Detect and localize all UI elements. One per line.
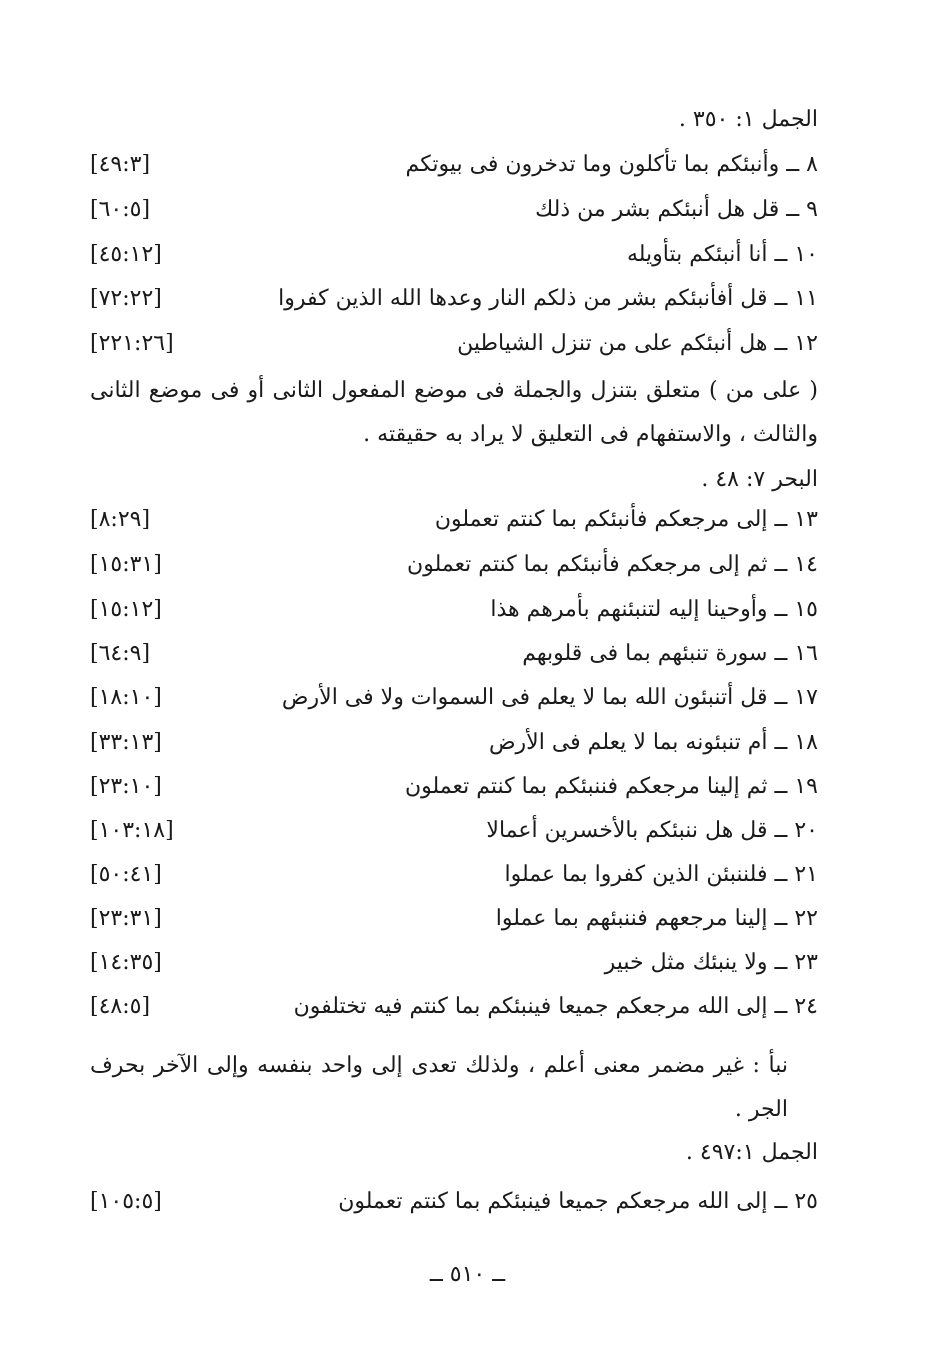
source-citation: الجمل ١: ٣٥٠ . [678,107,818,132]
verse-line [90,143,818,187]
verse-line [90,985,818,1029]
verse-line [90,498,818,542]
verse-line [90,721,818,765]
verse-number: ٢٥ [794,1189,818,1214]
verse-line [90,676,818,720]
verse-text [496,897,818,941]
verse-line [90,233,818,277]
verse-line [90,941,818,985]
verse-text [294,985,818,1029]
verse-body: ثم إلينا مرجعكم فننبئكم بما كنتم تعملون [404,774,768,799]
verse-text [405,765,818,809]
verse-text [535,188,818,232]
verse-dash: ــ [774,730,788,755]
verse-text [406,143,818,187]
verse-body: قل هل ننبئكم بالأخسرين أعمالا [486,818,768,843]
verse-dash: ــ [774,906,788,931]
verse-dash: ــ [774,552,788,577]
verse-line [90,632,818,676]
verse-text [338,1180,818,1224]
verse-body: فلننبئن الذين كفروا بما عملوا [504,862,768,887]
verse-number: ٢٠ [794,818,818,843]
verse-dash: ــ [774,862,788,887]
verse-text [486,809,818,853]
verse-number: ٨ [806,152,818,177]
verse-body: وأنبئكم بما تأكلون وما تدخرون فى بيوتكم [405,152,780,177]
verse-body: إلى الله مرجعكم جميعا فينبئكم بما كنتم فيه تختلفون [293,994,768,1019]
verse-body: وأوحينا إليه لتنبئنهم بأمرهم هذا [490,597,768,622]
verse-number: ١٠ [794,242,818,267]
verse-number: ١٥ [794,597,818,622]
verse-text [407,543,818,587]
verse-body: إلينا مرجعهم فننبئهم بما عملوا [495,906,768,931]
verse-reference: [٢٣:١٠] [90,774,162,799]
verse-body: إلى الله مرجعكم جميعا فينبئكم بما كنتم تعملون [338,1189,768,1214]
verse-line [90,765,818,809]
verse-reference: [٤٩:٣] [90,152,151,177]
verse-dash: ــ [774,242,788,267]
verse-dash: ــ [774,685,788,710]
verse-number: ٢٢ [794,906,818,931]
verse-body: سورة تنبئهم بما فى قلوبهم [522,641,768,666]
verse-reference: [١٠٣:١٨] [90,818,174,843]
verse-reference: [١٥:٣١] [90,552,162,577]
verse-body: أم تنبئونه بما لا يعلم فى الأرض [488,730,768,755]
verse-number: ٢٣ [794,950,818,975]
verse-body: ثم إلى مرجعكم فأنبئكم بما كنتم تعملون [407,552,768,577]
verse-reference: [١٠٥:٥] [90,1189,162,1214]
verse-reference: [٥٠:٤١] [90,862,162,887]
verse-body: ولا ينبئك مثل خبير [604,950,768,975]
verse-reference: [٧٢:٢٢] [90,286,162,311]
verse-number: ٩ [806,197,818,222]
verse-reference: [٦٤:٩] [90,641,151,666]
verse-reference: [٨:٢٩] [90,507,151,532]
source-citation: البحر ٧: ٤٨ . [701,467,818,492]
verse-number: ١٨ [794,730,818,755]
verse-reference: [٦٠:٥] [90,197,151,222]
verse-dash: ــ [774,1189,788,1214]
verse-dash: ــ [786,152,800,177]
verse-text [522,632,818,676]
verse-line [90,543,818,587]
verse-number: ٢٤ [794,994,818,1019]
verse-dash: ــ [774,818,788,843]
verse-dash: ــ [774,641,788,666]
verse-dash: ــ [774,331,788,356]
verse-line [90,277,818,321]
verse-line [90,588,818,632]
verse-reference: [١٤:٣٥] [90,950,162,975]
verse-line [90,322,818,366]
verse-line [90,897,818,941]
verse-body: إلى مرجعكم فأنبئكم بما كنتم تعملون [434,507,768,532]
verse-text [605,941,818,985]
verse-reference: [٣٣:١٣] [90,730,162,755]
verse-number: ١٩ [794,774,818,799]
verse-dash: ــ [774,950,788,975]
verse-text [489,721,818,765]
verse-text [505,853,818,897]
verse-dash: ــ [774,286,788,311]
verse-text [490,588,818,632]
verse-body: هل أنبئكم على من تنزل الشياطين [457,331,768,356]
verse-reference: [٢٢١:٢٦] [90,331,174,356]
verse-dash: ــ [774,597,788,622]
verse-reference: [١٨:١٠] [90,685,162,710]
verse-number: ٢١ [794,862,818,887]
verse-reference: [١٥:١٢] [90,597,162,622]
verse-body: أنا أنبئكم بتأويله [626,242,768,267]
verse-line [90,188,818,232]
verse-body: قل أفأنبئكم بشر من ذلكم النار وعدها الله الذين كفروا [278,286,768,311]
verse-dash: ــ [774,994,788,1019]
verse-line [90,853,818,897]
verse-number: ١٤ [794,552,818,577]
verse-number: ١٦ [794,641,818,666]
note-paragraph: نبأ : غير مضمر معنى أعلم ، ولذلك تعدى إلى واحد بنفسه وإلى الآخر بحرف الجر . [90,1053,788,1122]
verse-number: ١٧ [794,685,818,710]
verse-number: ١١ [794,286,818,311]
verse-reference: [٤٨:٥] [90,994,151,1019]
verse-number: ١٢ [794,331,818,356]
verse-dash: ــ [774,774,788,799]
verse-text [457,322,818,366]
verse-reference: [٢٣:٣١] [90,906,162,931]
verse-number: ١٣ [794,507,818,532]
verse-body: قل أتنبئون الله بما لا يعلم فى السموات ولا فى الأرض [281,685,768,710]
page-number: ــ ٥١٠ ــ [429,1262,506,1287]
source-citation: الجمل ٤٩٧:١ . [685,1140,818,1165]
verse-text [435,498,818,542]
verse-text [627,233,818,277]
verse-text [278,277,818,321]
note-paragraph: ( على من ) متعلق بتنزل والجملة فى موضع المفعول الثانى أو فى موضع الثانى والثالث ، والاستفهام فى التعليق لا يراد به حقيقته . [90,378,818,447]
verse-dash: ــ [786,197,800,222]
verse-dash: ــ [774,507,788,532]
verse-line [90,809,818,853]
verse-body: قل هل أنبئكم بشر من ذلك [535,197,780,222]
verse-reference: [٤٥:١٢] [90,242,162,267]
verse-text [282,676,818,720]
verse-line [90,1180,818,1224]
